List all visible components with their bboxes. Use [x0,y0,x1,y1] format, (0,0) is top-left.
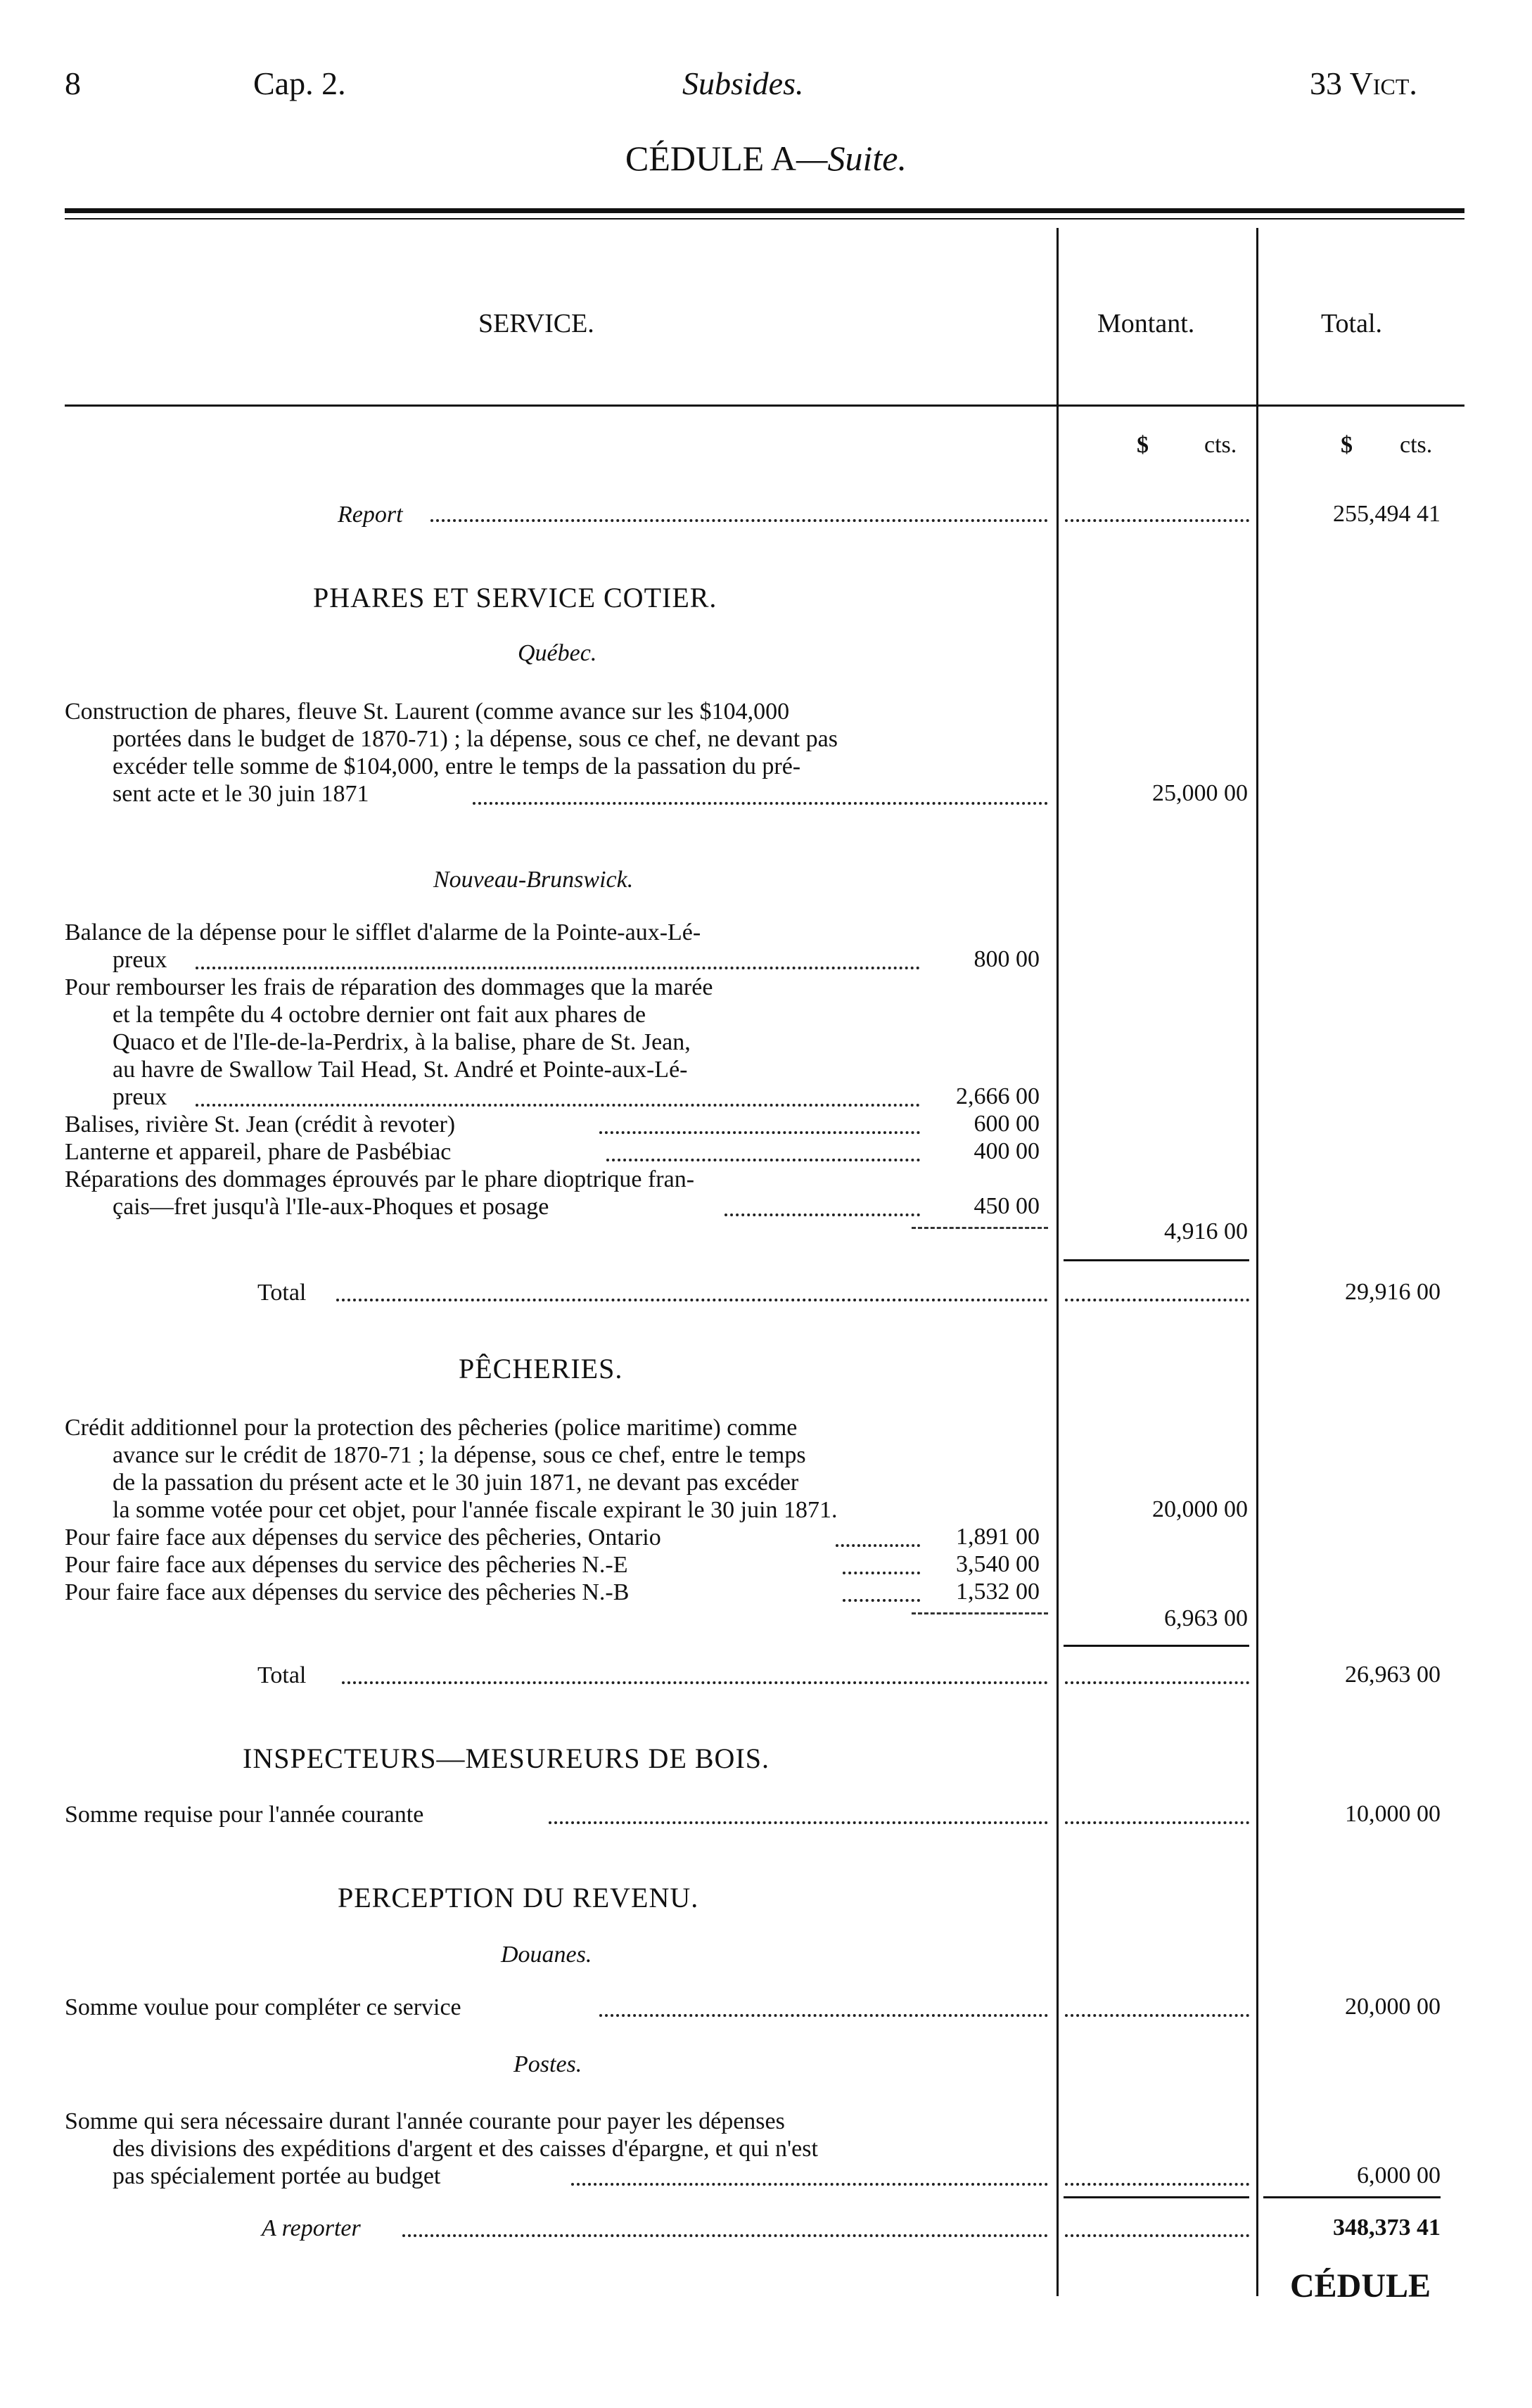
top-rule-thick [65,208,1464,213]
douanes-label: Somme voulue pour compléter ce service [65,1994,461,2020]
pecheries-heading: PÊCHERIES. [459,1353,623,1384]
quebec-line-1: Construction de phares, fleuve St. Laurent (comme avance sur les $104,000 [65,699,790,725]
nb-item-sifflet [65,919,701,974]
nb-item-2-amount: 2,666 00 [956,1083,1040,1109]
total-cents-label: cts. [1400,432,1433,458]
nb-item-2-line-1: Pour rembourser les frais de réparation des dommages que la marée [65,974,713,1000]
pecheries-total-rule [1064,1645,1249,1647]
nb-item-3-leader [599,1131,920,1134]
pecheries-subtotal-rule [912,1612,1048,1614]
postes-total: 6,000 00 [1357,2162,1441,2189]
nb-item-2-line-4: au havre de Swallow Tail Head, St. André et Pointe-aux-Lé- [113,1057,688,1083]
a-reporter-total: 348,373 41 [1333,2215,1441,2241]
phares-total-rule [1064,1259,1249,1261]
douanes-subheading: Douanes. [501,1942,592,1968]
pecheries-item-1-leader [836,1544,920,1547]
inspecteurs-total: 10,000 00 [1345,1801,1441,1827]
nb-item-5-line-2: çais—fret jusqu'à l'Ile-aux-Phoques et posage [113,1194,549,1220]
nb-item-2-line-3: Quaco et de l'Ile-de-la-Perdrix, à la balise, phare de St. Jean, [113,1029,691,1055]
chapter-label: Cap. 2. [253,65,346,101]
total-dollar-sign: $ [1341,432,1353,458]
report-label: Report [338,502,403,528]
phares-heading: PHARES ET SERVICE COTIER. [313,582,717,613]
a-reporter-label: A reporter [262,2215,361,2241]
inspecteurs-leader [549,1821,1048,1824]
pecheries-total-leader [342,1681,1048,1684]
postes-line-3: pas spécialement portée au budget [113,2163,441,2189]
perception-heading: PERCEPTION DU REVENU. [338,1882,699,1913]
pecheries-montant-1: 20,000 00 [1152,1496,1248,1522]
nb-item-1-leader [196,967,920,969]
pecheries-item-2-label: Pour faire face aux dépenses du service des pêcheries N.-E [65,1552,628,1578]
report-leader [430,519,1048,522]
inspecteurs-montant-leader [1065,1821,1249,1824]
inspecteurs-label: Somme requise pour l'année courante [65,1802,424,1828]
pecheries-total-montant-leader [1065,1681,1249,1684]
total-column-divider [1256,228,1258,2296]
nb-item-4-leader [606,1159,920,1161]
nb-subtotal-rule [912,1227,1048,1229]
pecheries-line-1: Crédit additionnel pour la protection des pêcheries (police maritime) comme [65,1415,798,1441]
nb-item-3-amount: 600 00 [974,1111,1040,1137]
postes-line-2: des divisions des expéditions d'argent et des caisses d'épargne, et qui n'est [113,2136,818,2162]
pecheries-montant-2: 6,963 00 [1164,1605,1248,1631]
header-rule [65,404,1464,407]
montant-cents-label: cts. [1204,432,1237,458]
nb-item-2-line-2: et la tempête du 4 octobre dernier ont fait aux phares de [113,1002,646,1028]
inspecteurs-heading: INSPECTEURS—MESUREURS DE BOIS. [243,1743,770,1774]
pecheries-item-3-amount: 1,532 00 [956,1579,1040,1605]
phares-total: 29,916 00 [1345,1279,1441,1305]
postes-item [65,2108,818,2190]
phares-total-montant-leader [1065,1299,1249,1301]
quebec-subheading: Québec. [518,640,597,666]
pecheries-item-2-leader [843,1572,920,1574]
nb-item-depannage [65,1166,694,1221]
phares-total-label: Total [257,1280,307,1306]
postes-leader [571,2183,1048,2186]
nb-item-1-amount: 800 00 [974,946,1040,972]
report-montant-leader [1065,519,1249,522]
nb-subheading: Nouveau-Brunswick. [433,867,634,893]
reporter-rule [1064,2196,1249,2198]
pecheries-total-label: Total [257,1662,307,1688]
nb-item-1-line-2: preux [113,947,167,973]
schedule-title-main: CÉDULE A [625,139,797,178]
pecheries-line-4: la somme votée pour cet objet, pour l'année fiscale expirant le 30 juin 1871. [113,1497,838,1523]
nb-montant: 4,916 00 [1164,1218,1248,1244]
quebec-line-2: portées dans le budget de 1870-71) ; la dépense, sous ce chef, ne devant pas [113,726,838,752]
pecheries-item-3-label: Pour faire face aux dépenses du service des pêcheries N.-B [65,1579,630,1605]
page-number: 8 [65,65,81,101]
schedule-title-suffix: —Suite. [796,139,907,178]
nb-item-reparation [65,974,713,1111]
phares-total-leader [336,1299,1048,1301]
quebec-montant: 25,000 00 [1152,780,1248,806]
pecheries-item-2-amount: 3,540 00 [956,1551,1040,1577]
pecheries-item-3-leader [843,1599,920,1602]
nb-item-2-leader [196,1104,920,1107]
quebec-leader [473,802,1048,805]
postes-montant-leader [1065,2183,1249,2186]
nb-item-2-line-5: preux [113,1084,167,1110]
montant-dollar-sign: $ [1137,432,1149,458]
a-reporter-montant-leader [1065,2234,1249,2237]
montant-column-divider [1057,228,1059,2296]
schedule-title [0,138,1532,179]
quebec-line-3: excéder telle somme de $104,000, entre le temps de la passation du pré- [113,753,801,779]
pecheries-total: 26,963 00 [1345,1662,1441,1688]
nb-item-4-label: Lanterne et appareil, phare de Pasbébiac [65,1139,452,1165]
session-label: 33 Vict. [1310,65,1417,101]
top-rule-thin [65,218,1464,219]
pecheries-item-1-amount: 1,891 00 [956,1524,1040,1550]
nb-item-1-line-1: Balance de la dépense pour le sifflet d'alarme de la Pointe-aux-Lé- [65,919,701,945]
douanes-total: 20,000 00 [1345,1994,1441,2020]
quebec-line-4: sent acte et le 30 juin 1871 [113,781,369,807]
nb-item-4-amount: 400 00 [974,1138,1040,1164]
a-reporter-leader [402,2234,1048,2237]
catchword: CÉDULE [1290,2267,1431,2305]
report-total: 255,494 41 [1333,501,1441,527]
pecheries-item-1-label: Pour faire face aux dépenses du service des pêcheries, Ontario [65,1524,661,1550]
nb-item-5-line-1: Réparations des dommages éprouvés par le phare dioptrique fran- [65,1166,695,1192]
pecheries-line-3: de la passation du présent acte et le 30 juin 1871, ne devant pas excéder [113,1470,799,1496]
postes-subheading: Postes. [513,2051,582,2077]
montant-column-heading: Montant. [1097,309,1195,338]
nb-item-5-leader [724,1213,920,1216]
total-column-heading: Total. [1321,309,1383,338]
reporter-total-rule [1263,2196,1441,2198]
douanes-montant-leader [1065,2014,1249,2017]
quebec-item [65,698,838,808]
subject-label: Subsides. [682,65,804,101]
pecheries-credit-item [65,1414,838,1524]
nb-item-5-amount: 450 00 [974,1193,1040,1219]
pecheries-line-2: avance sur le crédit de 1870-71 ; la dépense, sous ce chef, entre le temps [113,1442,806,1468]
service-column-heading: SERVICE. [478,309,594,338]
douanes-leader [599,2014,1048,2017]
postes-line-1: Somme qui sera nécessaire durant l'année courante pour payer les dépenses [65,2108,785,2134]
nb-item-3-label: Balises, rivière St. Jean (crédit à revoter) [65,1111,456,1138]
